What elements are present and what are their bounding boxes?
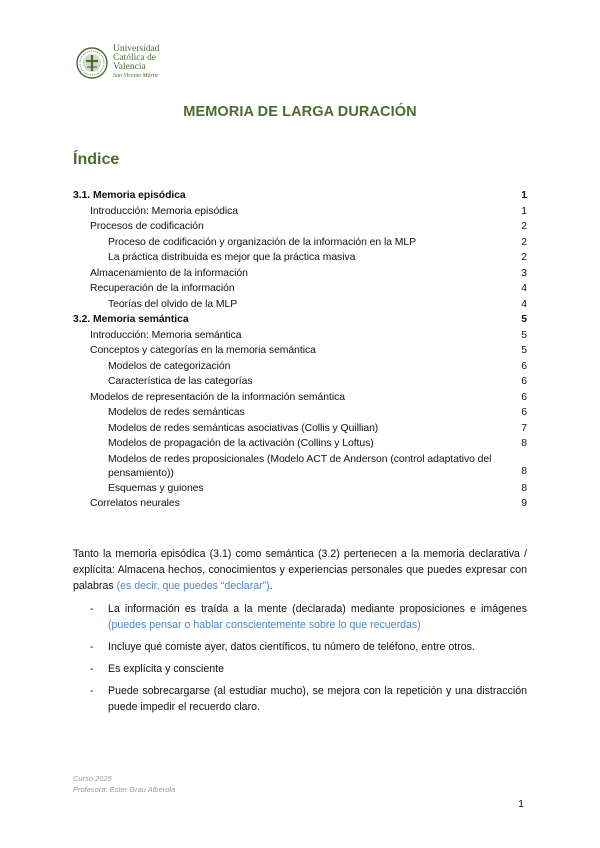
toc-entry-page: 1 — [521, 205, 527, 217]
index-heading: Índice — [73, 151, 120, 168]
bullet-marker: - — [90, 685, 94, 697]
toc-entry-title: Teorías del olvido de la MLP — [108, 298, 238, 310]
bullet-text: Es explícita y consciente — [108, 663, 224, 675]
toc-entry-title: 3.2. Memoria semántica — [73, 314, 189, 325]
toc-entry[interactable] — [73, 250, 528, 266]
toc-entry-page: 6 — [521, 376, 527, 387]
logo-line-1: Universidad — [113, 44, 160, 54]
toc-entry-title: 3.1. Memoria episódica — [73, 190, 186, 201]
toc-entry-page: 7 — [521, 422, 527, 434]
logo-line-3: Valencia — [113, 62, 146, 72]
bullet-list — [90, 601, 527, 715]
toc-entry-title: Modelos de redes semánticas asociativas (Collis y Quillian) — [108, 422, 379, 434]
bullet-text: Puede sobrecargarse (al estudiar mucho), se mejora con la repetición y una distracción puede impedir el recuerdo claro. — [108, 685, 527, 713]
bullet-note: (puedes pensar o hablar conscientemente sobre lo que recuerdas) — [108, 619, 421, 631]
toc-entry[interactable] — [73, 452, 528, 481]
footer-teacher: Profesora: Ester Grau Alberola — [73, 784, 176, 794]
toc-entry-title: Proceso de codificación y organización de la información en la MLP — [108, 236, 417, 248]
intro-paragraph — [73, 546, 527, 594]
intro-paragraph-note: (es decir, que puedes “declarar”) — [116, 580, 270, 592]
toc-entry-page: 6 — [521, 391, 527, 403]
toc-entry-title: Característica de las categorías — [108, 376, 253, 387]
toc-entry[interactable] — [73, 235, 528, 251]
toc-entry[interactable] — [73, 374, 528, 390]
toc-entry[interactable] — [73, 328, 528, 344]
toc-entry[interactable] — [73, 343, 528, 359]
toc-entry-title: Modelos de redes proposicionales (Modelo ACT de Anderson (control adaptativo del pensamiento)) — [108, 453, 492, 479]
toc-entry[interactable] — [73, 405, 528, 421]
toc-entry-page: 1 — [521, 190, 527, 201]
toc-entry[interactable] — [73, 421, 528, 437]
toc-entry[interactable] — [73, 496, 528, 512]
toc-entry-page: 2 — [521, 236, 527, 248]
page-number: 1 — [518, 798, 524, 810]
bullet-text: La información es traída a la mente (declarada) mediante proposiciones e imágenes — [108, 603, 527, 615]
toc-entry-page: 8 — [521, 465, 527, 477]
bullet-text: Incluye qué comiste ayer, datos científicos, tu número de teléfono, entre otros. — [108, 641, 475, 653]
toc-entry-title: Modelos de redes semánticas — [108, 407, 245, 418]
toc-entry-page: 4 — [521, 283, 527, 294]
toc-entry-page: 8 — [521, 438, 527, 449]
intro-paragraph-main: Tanto la memoria episódica (3.1) como semántica (3.2) pertenecen a la memoria declarativa / explícita: Almacena hechos, conocimientos y experiencias personales que puedes expresar con palabras — [73, 548, 527, 592]
toc-entry-title: Procesos de codificación — [90, 221, 204, 232]
toc-entry-title: La práctica distribuida es mejor que la práctica masiva — [108, 252, 356, 263]
bullet-item — [90, 661, 527, 677]
toc-entry[interactable] — [73, 390, 528, 406]
logo-line-4: San Vicente Mártir — [113, 73, 159, 79]
footer-course: Curso 2025 — [73, 774, 112, 783]
toc-entry-page: 2 — [521, 221, 527, 232]
bullet-marker: - — [90, 641, 94, 653]
toc-entry-page: 4 — [521, 298, 527, 310]
university-logo — [76, 45, 159, 80]
toc-entry-title: Almacenamiento de la información — [90, 267, 248, 279]
toc-entry[interactable] — [73, 266, 528, 282]
toc-entry[interactable] — [73, 436, 528, 452]
intro-paragraph-end: . — [269, 580, 273, 592]
bullet-item — [90, 639, 527, 655]
toc-entry[interactable] — [73, 188, 528, 204]
toc-entry-page: 6 — [521, 407, 527, 418]
bullet-marker: - — [90, 663, 94, 675]
toc-entry[interactable] — [73, 312, 528, 328]
toc-entry-title: Modelos de representación de la información semántica — [90, 391, 345, 403]
toc-entry-title: Conceptos y categorías en la memoria semántica — [90, 345, 316, 356]
toc-entry-title: Modelos de categorización — [108, 360, 231, 372]
toc-entry-title: Correlatos neurales — [90, 498, 180, 509]
toc-entry-title: Recuperación de la información — [90, 283, 235, 294]
toc-entry[interactable] — [73, 359, 528, 375]
university-name — [113, 45, 159, 80]
bullet-marker: - — [90, 603, 94, 615]
toc-entry-title: Esquemas y guiones — [108, 482, 204, 494]
toc-entry[interactable] — [73, 481, 528, 497]
footer — [73, 774, 175, 795]
toc-entry[interactable] — [73, 297, 528, 313]
toc-entry-page: 2 — [521, 252, 527, 263]
bullet-item — [90, 601, 527, 633]
toc-entry-title: Introducción: Memoria semántica — [90, 329, 242, 341]
toc-entry[interactable] — [73, 219, 528, 235]
logo-line-2: Católica de — [113, 53, 156, 63]
toc-entry-page: 5 — [521, 314, 527, 325]
university-seal-icon — [76, 47, 108, 79]
bullet-item — [90, 683, 527, 715]
document-title: MEMORIA DE LARGA DURACIÓN — [183, 104, 417, 120]
toc-entry-page: 9 — [521, 498, 527, 509]
toc-entry[interactable] — [73, 281, 528, 297]
toc-entry-page: 8 — [521, 482, 527, 494]
toc-entry-page: 5 — [521, 329, 527, 341]
toc-entry-title: Modelos de propagación de la activación (Collins y Loftus) — [108, 438, 374, 449]
toc-entry-page: 6 — [521, 360, 527, 372]
toc-entry[interactable] — [73, 204, 528, 220]
toc-entry-title: Introducción: Memoria episódica — [90, 205, 239, 217]
table-of-contents — [73, 188, 528, 512]
toc-entry-page: 3 — [521, 267, 527, 279]
toc-entry-page: 5 — [521, 345, 527, 356]
